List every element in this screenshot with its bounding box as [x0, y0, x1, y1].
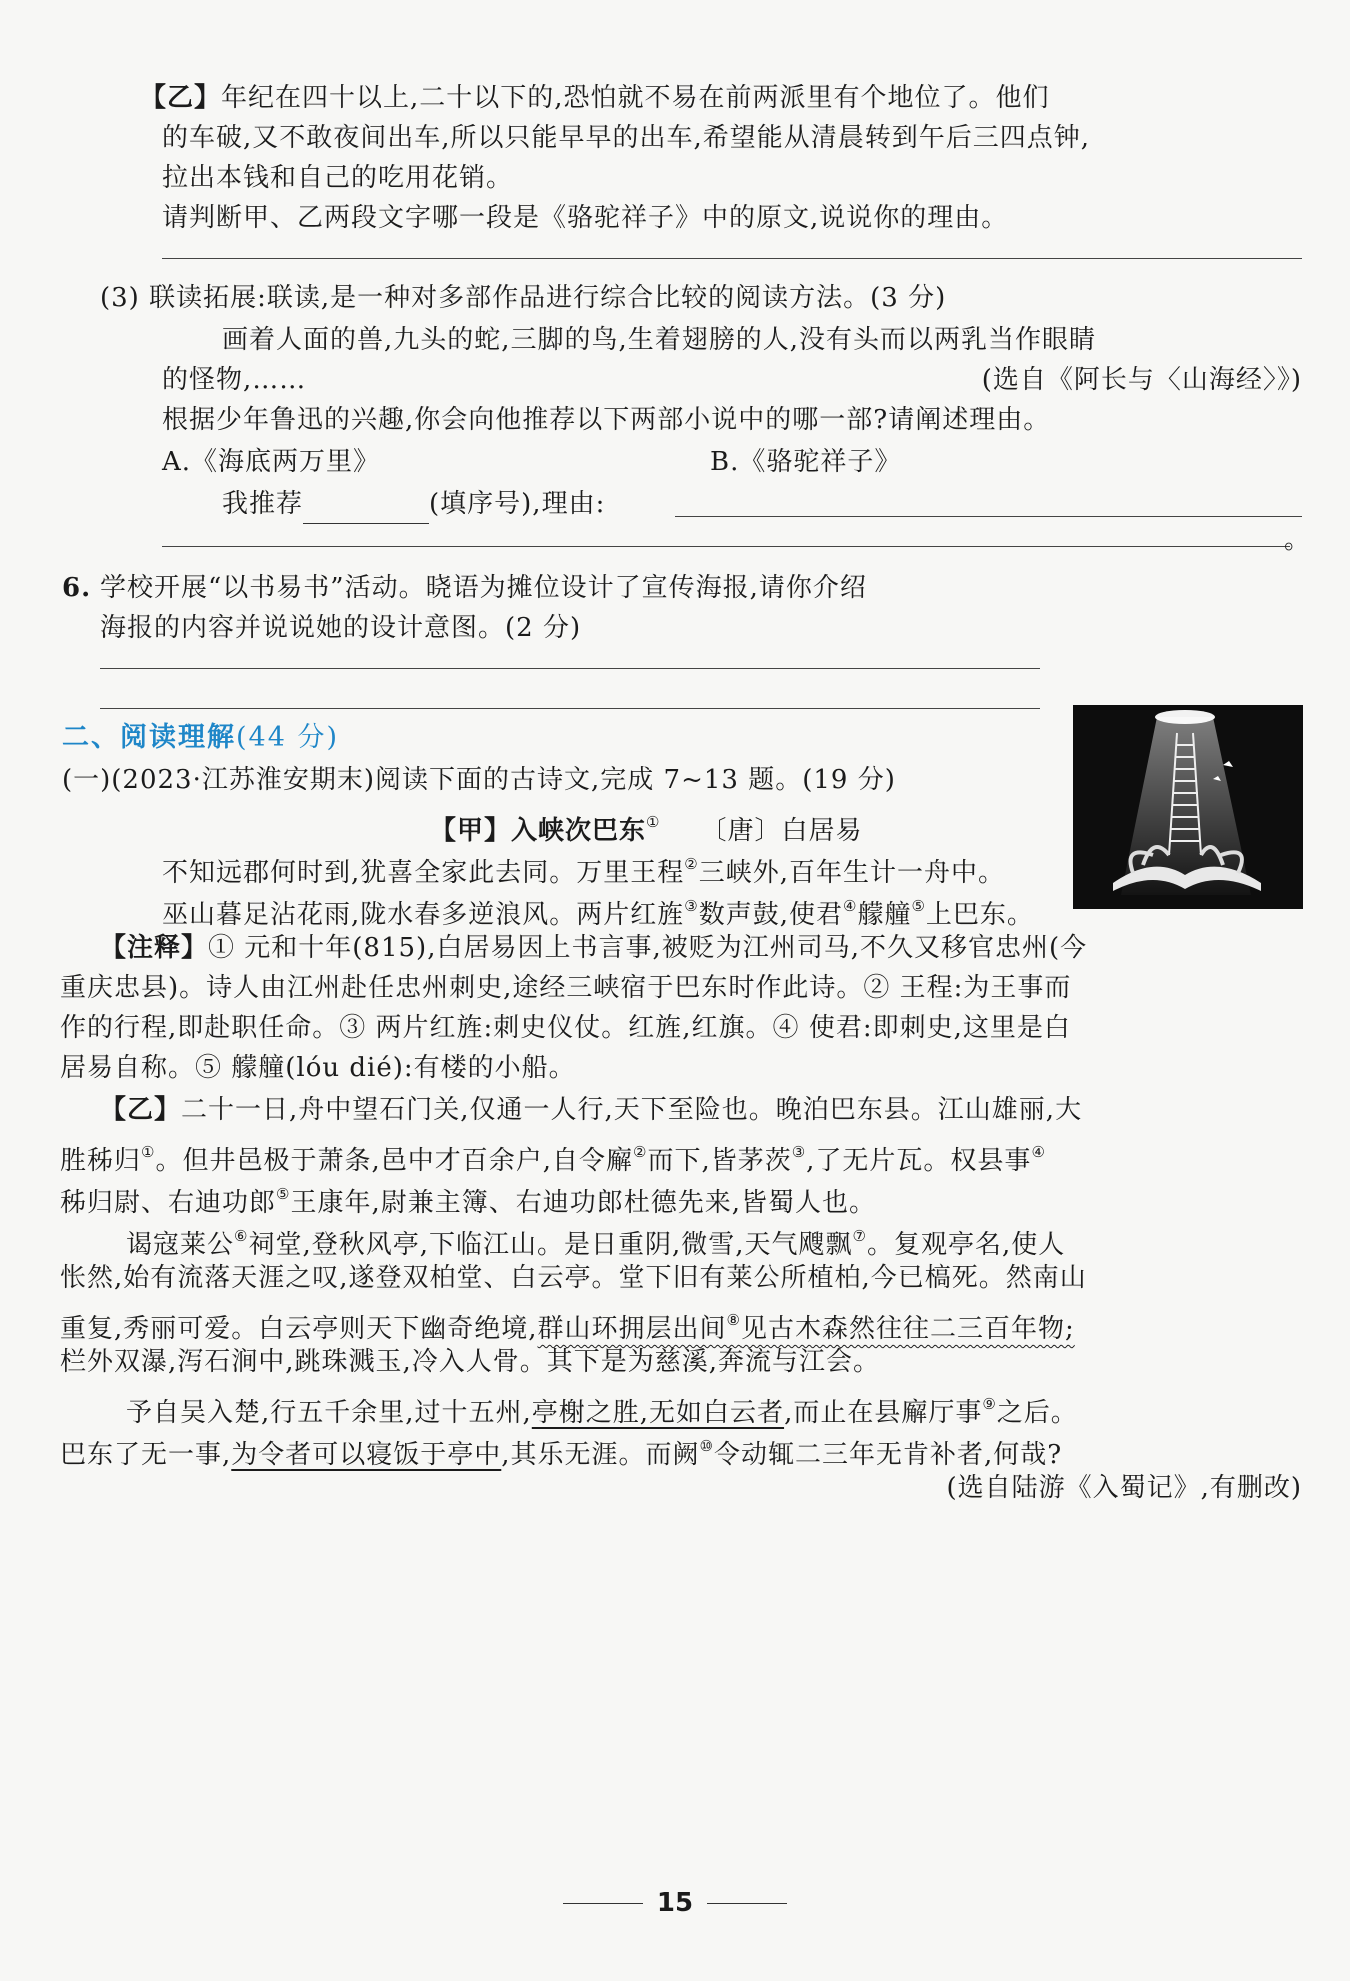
- end-period: 。: [1284, 525, 1312, 555]
- passage-yi-line1: 【乙】年纪在四十以上,二十以下的,恐怕就不易在前两派里有个地位了。他们: [140, 83, 1050, 113]
- note-line1: 【注释】① 元和十年(815),白居易因上书言事,被贬为江州司马,不久又移官忠州(今: [100, 933, 1088, 963]
- recommend-blank[interactable]: [303, 493, 429, 524]
- poem-line2: 巫山暮足沾花雨,陇水春多逆浪风。两片红旌③数声鼓,使君④艨艟⑤上巴东。: [162, 897, 1034, 930]
- quote-line2: 的怪物,……: [162, 365, 307, 395]
- note-line3: 作的行程,即赴职任命。③ 两片红旌:刺史仪仗。红旌,红旗。④ 使君:即刺史,这里是白: [60, 1013, 1071, 1043]
- part-1-instructions: (一)(2023·江苏淮安期末)阅读下面的古诗文,完成 7~13 题。(19 分): [62, 765, 896, 795]
- passage-yi-line2: 的车破,又不敢夜间出车,所以只能早早的出车,希望能从清晨转到午后三四点钟,: [162, 123, 1091, 153]
- poem-title: 【甲】入峡次巴东① 〔唐〕白居易: [430, 813, 863, 846]
- passage-p3-line2: 巴东了无一事,为令者可以寝饭于亭中,其乐无涯。而阙⑩令动辄二三年无肯补者,何哉?: [60, 1437, 1063, 1470]
- passage-yi2-line3: 秭归尉、右迪功郎⑤王康年,尉兼主簿、右迪功郎杜德先来,皆蜀人也。: [60, 1185, 876, 1218]
- answer-line-6a[interactable]: [100, 668, 1040, 669]
- answer-line[interactable]: [162, 258, 1302, 259]
- passage-yi2-line2: 胜秭归①。但井邑极于萧条,邑中才百余户,自令廨②而下,皆茅茨③,了无片瓦。权县事④: [60, 1143, 1046, 1176]
- underlined-phrase-1: 亭榭之胜,无如白云者: [531, 1398, 785, 1428]
- question-3-ask: 根据少年鲁迅的兴趣,你会向他推荐以下两部小说中的哪一部?请阐述理由。: [162, 405, 1051, 435]
- page-number: 15: [0, 1888, 1350, 1918]
- answer-line-6b[interactable]: [100, 708, 1040, 709]
- quote-line1: 画着人面的兽,九头的蛇,三脚的鸟,生着翅膀的人,没有头而以两乳当作眼睛: [222, 325, 1097, 355]
- passage-p2-line2: 怅然,始有流落天涯之叹,遂登双柏堂、白云亭。堂下旧有莱公所植柏,今已槁死。然南山: [60, 1263, 1087, 1293]
- underlined-phrase-2: 为令者可以寝饭于亭中: [231, 1440, 502, 1470]
- poem-line1: 不知远郡何时到,犹喜全家此去同。万里王程②三峡外,百年生计一舟中。: [162, 855, 1005, 888]
- recommend-row: 我推荐 (填序号),理由:: [222, 484, 1302, 524]
- source-citation: (选自陆游《入蜀记》,有删改): [946, 1473, 1302, 1503]
- question-6-number: 6.: [62, 573, 92, 603]
- passage-yi-line3: 拉出本钱和自己的吃用花销。: [162, 163, 514, 193]
- note-line4: 居易自称。⑤ 艨艟(lóu dié):有楼的小船。: [60, 1053, 576, 1083]
- passage-p2-line1: 谒寇莱公⑥祠堂,登秋风亭,下临江山。是日重阴,微雪,天气飕飘⑦。复观亭名,使人: [126, 1227, 1066, 1260]
- passage-p2-line3: 重复,秀丽可爱。白云亭则天下幽奇绝境,群山环拥层出间⑧见古木森然往往二三百年物;: [60, 1311, 1075, 1344]
- question-6-line1: 学校开展“以书易书”活动。晓语为摊位设计了宣传海报,请你介绍: [100, 573, 867, 603]
- note-line2: 重庆忠县)。诗人由江州赴任忠州刺史,途经三峡宿于巴东时作此诗。② 王程:为王事而: [60, 973, 1072, 1003]
- passage-yi2-line1: 【乙】二十一日,舟中望石门关,仅通一人行,天下至险也。晚泊巴东县。江山雄丽,大: [100, 1095, 1083, 1125]
- question-3: (3) 联读拓展:联读,是一种对多部作品进行综合比较的阅读方法。(3 分): [100, 283, 947, 313]
- reason-line-2[interactable]: [162, 546, 1290, 547]
- passage-p2-line4: 栏外双瀑,泻石涧中,跳珠溅玉,冷入人骨。其下是为慈溪,奔流与江会。: [60, 1347, 881, 1377]
- wavy-underlined-phrase: 群山环拥层出间⑧见古木森然往往二三百年物;: [537, 1311, 1075, 1344]
- option-b: B.《骆驼祥子》: [710, 447, 902, 477]
- question-judge: 请判断甲、乙两段文字哪一段是《骆驼祥子》中的原文,说说你的理由。: [162, 203, 1009, 233]
- reason-line[interactable]: [675, 516, 1302, 517]
- quote-source: (选自《阿长与〈山海经〉》): [981, 365, 1302, 395]
- section-2-heading: 二、阅读理解(44 分): [62, 722, 340, 753]
- question-6-line2: 海报的内容并说说她的设计意图。(2 分): [100, 613, 582, 643]
- option-a: A.《海底两万里》: [162, 447, 381, 477]
- passage-p3-line1: 予自吴入楚,行五千余里,过十五州,亭榭之胜,无如白云者,而止在县廨厅事⑨之后。: [126, 1395, 1078, 1428]
